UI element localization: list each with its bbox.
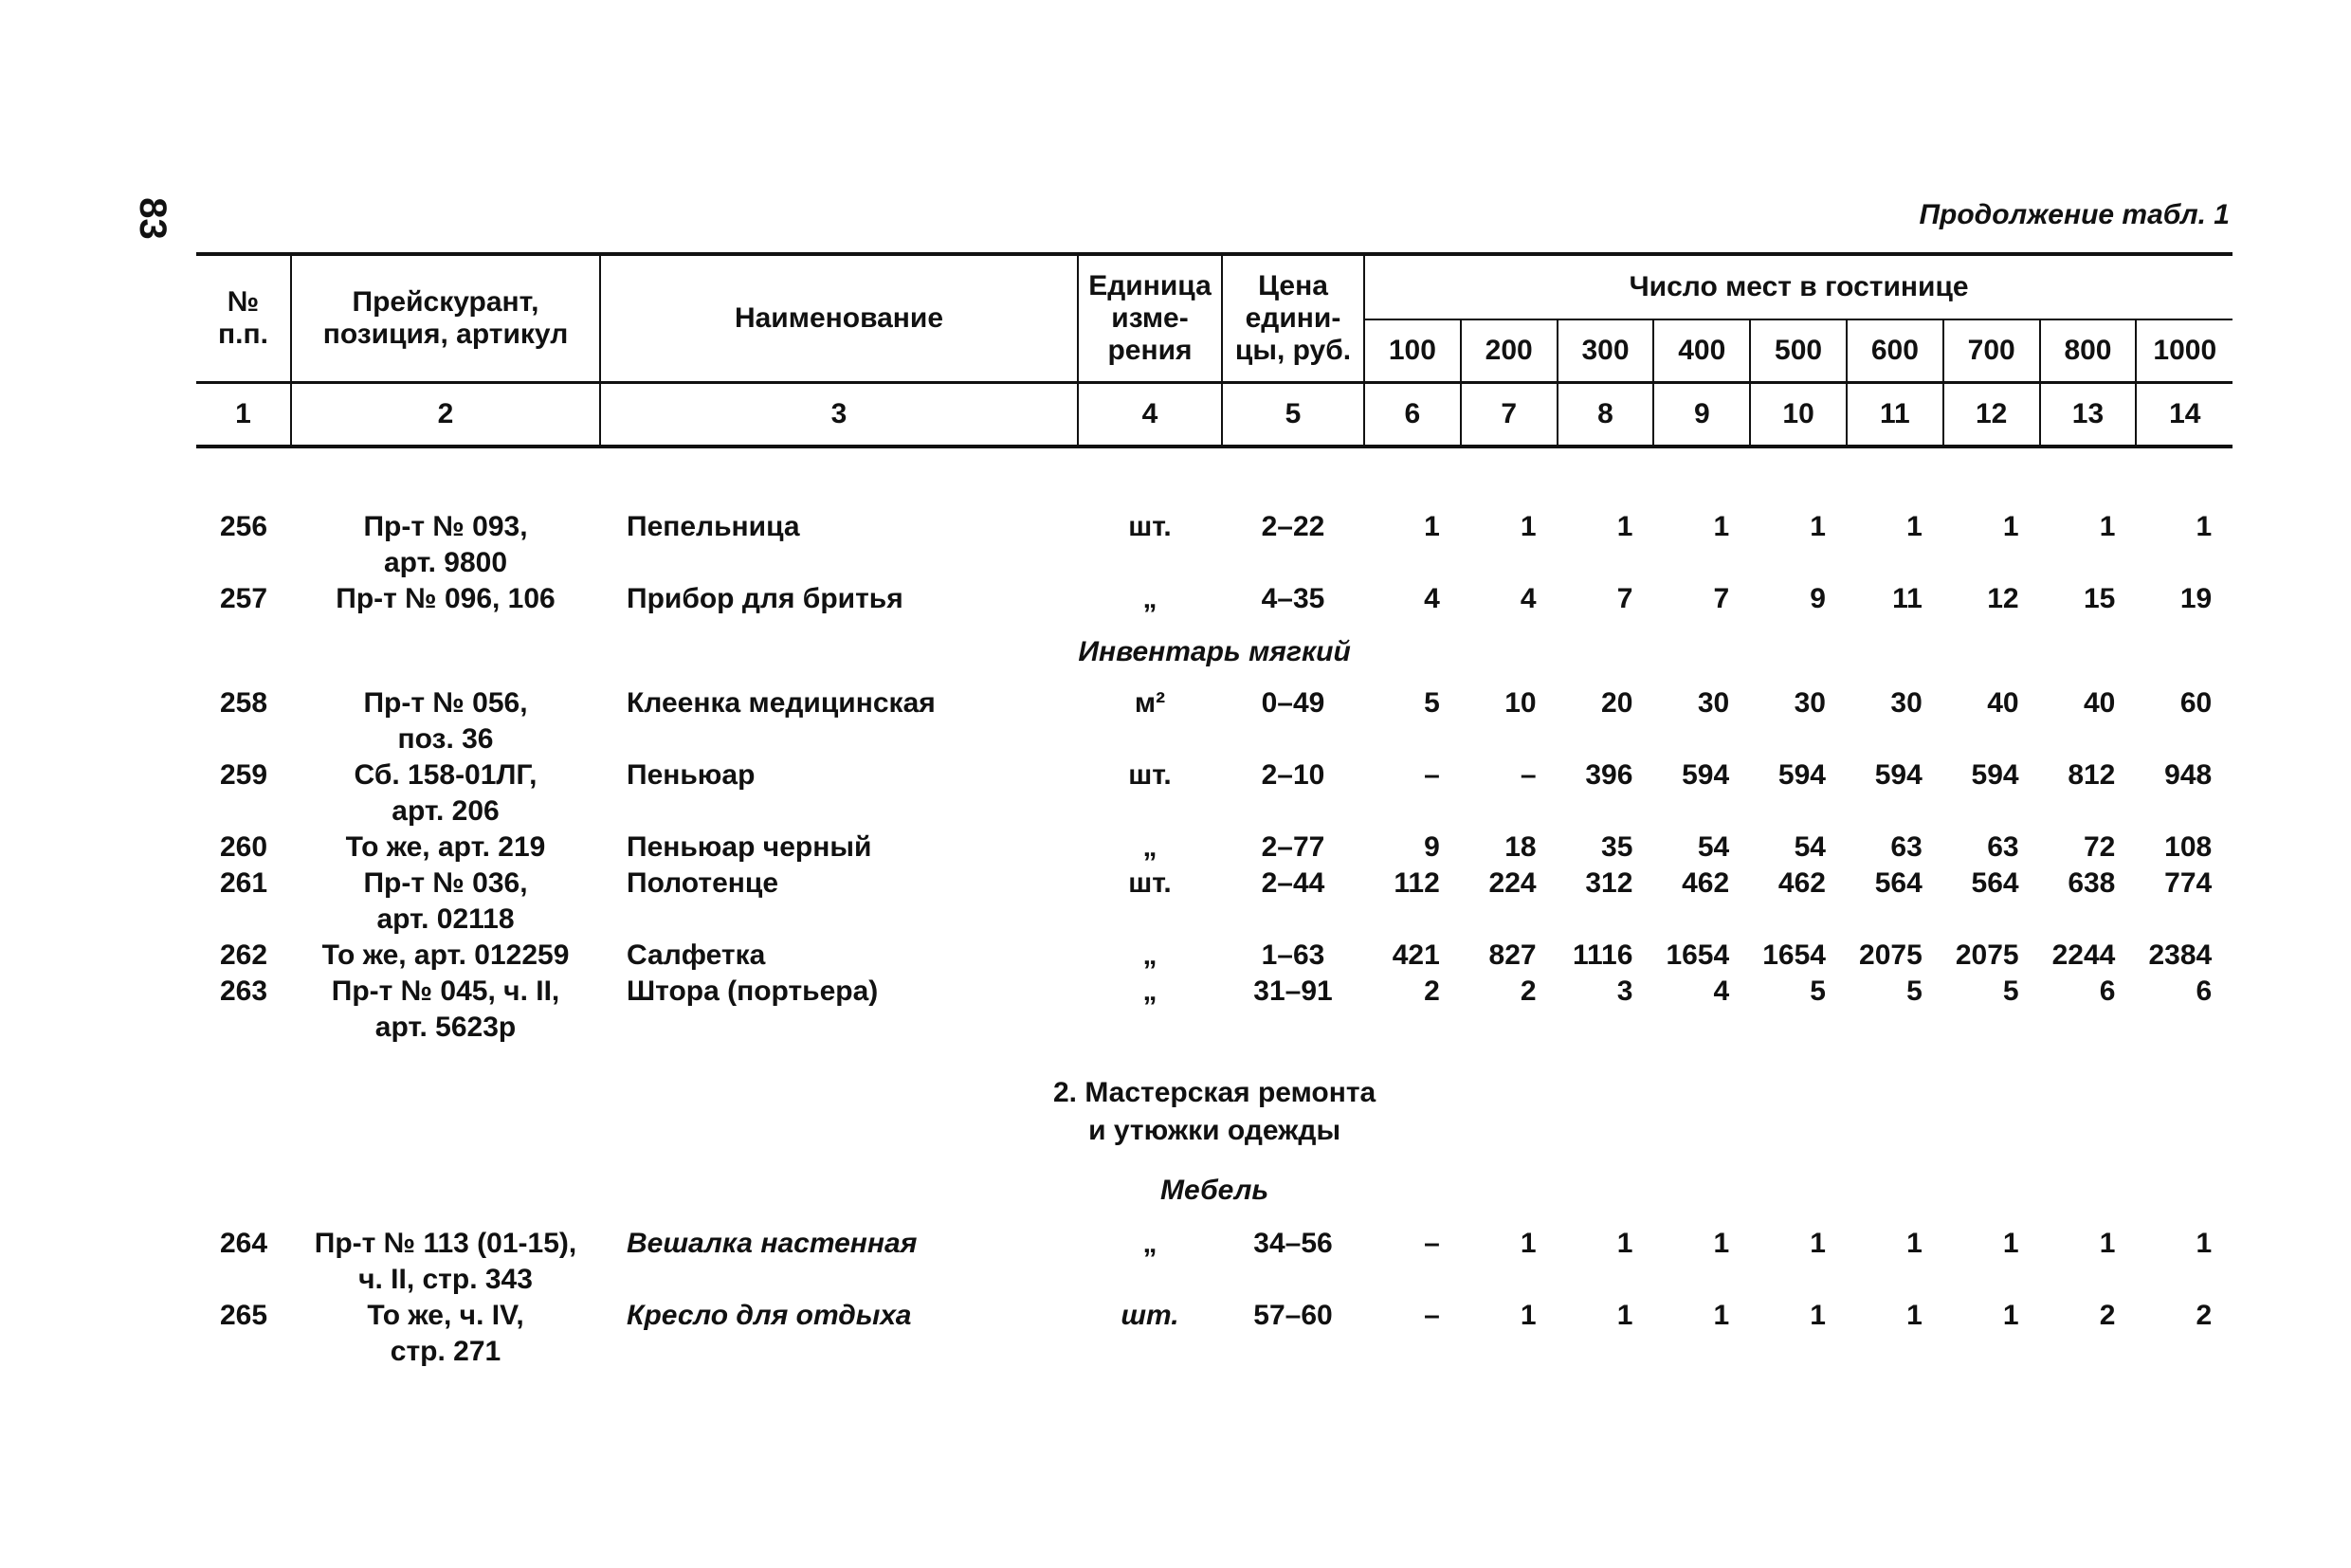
pricelist-line: Пр-т № 045, ч. II, xyxy=(331,975,560,1007)
row-number: 264 xyxy=(219,1228,268,1259)
column-number: 1 xyxy=(196,383,291,447)
section-workshop-line: 2. Мастерская ремонта xyxy=(1052,1077,1376,1108)
row-quantity: 1 xyxy=(2002,511,2019,542)
header-capacity-group: Число мест в гостинице xyxy=(1364,254,2233,319)
pricelist-line: арт. 5623р xyxy=(374,1012,517,1043)
pricelist-line: Пр-т № 036, xyxy=(363,867,528,899)
header-unit-label: Единица изме-рения xyxy=(1088,270,1212,366)
table-row xyxy=(196,1298,2233,1370)
row-quantity: 1 xyxy=(2002,1228,2019,1259)
row-quantity: 60 xyxy=(2179,687,2213,719)
row-quantity: 18 xyxy=(1504,831,1537,863)
row-name: Пепельница xyxy=(627,511,800,542)
row-quantity: 2 xyxy=(2196,1300,2213,1331)
row-number: 257 xyxy=(219,583,268,614)
row-quantity: 112 xyxy=(1394,867,1440,899)
column-number-row xyxy=(196,383,2233,447)
row-quantity: 5 xyxy=(1906,975,1923,1007)
row-quantity: 1 xyxy=(1616,1228,1633,1259)
row-price: 2–44 xyxy=(1261,867,1325,899)
row-unit: „ xyxy=(1142,939,1157,971)
row-pricelist xyxy=(291,757,600,830)
row-quantity: 1 xyxy=(1713,1228,1730,1259)
column-number: 8 xyxy=(1558,383,1654,447)
row-quantity: 2384 xyxy=(2148,939,2213,971)
section-workshop xyxy=(196,1046,2233,1161)
row-quantity: 594 xyxy=(1874,759,1923,791)
row-quantity: 1 xyxy=(1810,1300,1826,1331)
row-quantity: 54 xyxy=(1794,831,1826,863)
row-quantity: 638 xyxy=(2068,867,2116,899)
header-price xyxy=(1222,254,1364,383)
row-name: Кресло для отдыха xyxy=(627,1300,912,1331)
pricelist-line: ч. II, стр. 343 xyxy=(358,1264,533,1295)
table-row xyxy=(196,866,2233,938)
row-price: 2–10 xyxy=(1261,759,1325,791)
header-pricelist xyxy=(291,254,600,383)
row-quantity: 11 xyxy=(1892,583,1923,614)
row-quantity: 7 xyxy=(1713,583,1730,614)
pricelist-line: Пр-т № 113 (01-15), xyxy=(314,1228,577,1259)
row-price: 57–60 xyxy=(1253,1300,1333,1331)
row-quantity: 462 xyxy=(1777,867,1826,899)
row-pricelist xyxy=(291,1298,600,1370)
row-quantity: 1 xyxy=(1520,1300,1537,1331)
section-soft-inventory: Инвентарь мягкий xyxy=(1078,636,1351,667)
row-name: Вешалка настенная xyxy=(627,1228,918,1259)
row-unit: „ xyxy=(1142,975,1157,1007)
row-quantity: 1 xyxy=(1616,511,1633,542)
column-number: 13 xyxy=(2040,383,2137,447)
table-row xyxy=(196,685,2233,757)
capacity-cell: 100 xyxy=(1364,319,1461,383)
row-quantity: 1 xyxy=(1906,1300,1923,1331)
row-quantity: 1 xyxy=(1520,1228,1537,1259)
row-quantity: 6 xyxy=(2196,975,2213,1007)
row-quantity: 774 xyxy=(2164,867,2213,899)
row-quantity: 72 xyxy=(2084,831,2116,863)
row-pricelist xyxy=(291,509,600,581)
row-quantity: 1 xyxy=(1906,511,1923,542)
section-furniture: Мебель xyxy=(1160,1175,1269,1206)
row-quantity: – xyxy=(1520,759,1537,791)
header-pricelist-label: Прейскурант, позиция, артикул xyxy=(322,286,569,350)
table-row xyxy=(196,509,2233,581)
row-quantity: 40 xyxy=(2084,687,2116,719)
table-body xyxy=(196,447,2233,1370)
pricelist-line: То же, арт. 219 xyxy=(345,831,546,863)
row-quantity: 2 xyxy=(1520,975,1537,1007)
row-name: Прибор для бритья xyxy=(627,583,903,614)
column-number: 2 xyxy=(291,383,600,447)
capacity-cell: 1000 xyxy=(2136,319,2233,383)
capacity-cell: 200 xyxy=(1461,319,1558,383)
row-quantity: 35 xyxy=(1601,831,1633,863)
capacity-cell: 300 xyxy=(1558,319,1654,383)
pricelist-line: Пр-т № 056, xyxy=(363,687,528,719)
row-name: Клеенка медицинская xyxy=(627,687,936,719)
row-quantity: 1 xyxy=(1616,1300,1633,1331)
row-pricelist xyxy=(291,866,600,938)
table-header xyxy=(196,254,2233,447)
row-pricelist xyxy=(291,830,600,866)
row-quantity: 1654 xyxy=(1666,939,1730,971)
table-row xyxy=(196,938,2233,974)
column-number: 5 xyxy=(1222,383,1364,447)
pricelist-line: То же, ч. IV, xyxy=(367,1300,524,1331)
row-quantity: 1 xyxy=(2196,511,2213,542)
row-unit: шт. xyxy=(1121,1300,1179,1331)
row-name: Пеньюар xyxy=(627,759,756,791)
row-quantity: 5 xyxy=(1810,975,1826,1007)
row-quantity: 1654 xyxy=(1762,939,1826,971)
row-quantity: 30 xyxy=(1697,687,1730,719)
row-pricelist xyxy=(291,938,600,974)
pricelist-line: Пр-т № 093, xyxy=(363,511,528,542)
header-price-label: Цена едини-цы, руб. xyxy=(1234,270,1352,366)
row-quantity: 19 xyxy=(2179,583,2213,614)
row-price: 2–22 xyxy=(1261,511,1325,542)
pricelist-line: То же, арт. 012259 xyxy=(321,939,570,971)
row-price: 31–91 xyxy=(1253,975,1333,1007)
row-number: 262 xyxy=(219,939,268,971)
row-quantity: 1 xyxy=(1906,1228,1923,1259)
row-quantity: 812 xyxy=(2068,759,2116,791)
row-quantity: 4 xyxy=(1424,583,1440,614)
table-row xyxy=(196,581,2233,617)
row-quantity: 9 xyxy=(1810,583,1826,614)
row-quantity: 1 xyxy=(2099,511,2116,542)
row-quantity: 421 xyxy=(1392,939,1440,971)
header-name xyxy=(600,254,1078,383)
row-unit: м² xyxy=(1134,687,1166,719)
table-row xyxy=(196,974,2233,1046)
row-name: Штора (портьера) xyxy=(627,975,879,1007)
pricelist-line: арт. 02118 xyxy=(376,903,515,935)
row-quantity: 396 xyxy=(1585,759,1633,791)
row-quantity: 63 xyxy=(1987,831,2019,863)
row-quantity: 312 xyxy=(1585,867,1633,899)
row-quantity: 7 xyxy=(1616,583,1633,614)
row-unit: шт. xyxy=(1128,759,1172,791)
row-number: 259 xyxy=(219,759,268,791)
row-unit: „ xyxy=(1142,831,1157,863)
row-quantity: 1116 xyxy=(1572,939,1633,971)
row-price: 2–77 xyxy=(1261,831,1325,863)
column-number: 9 xyxy=(1653,383,1750,447)
row-number: 258 xyxy=(219,687,268,719)
row-quantity: 2 xyxy=(2099,1300,2116,1331)
row-quantity: – xyxy=(1424,1300,1440,1331)
capacity-cell: 700 xyxy=(1943,319,2040,383)
column-number: 3 xyxy=(600,383,1078,447)
capacity-cell: 400 xyxy=(1653,319,1750,383)
items-table xyxy=(196,252,2233,1370)
row-price: 1–63 xyxy=(1261,939,1325,971)
row-quantity: 1 xyxy=(2196,1228,2213,1259)
column-number: 14 xyxy=(2136,383,2233,447)
row-quantity: 2075 xyxy=(1955,939,2019,971)
row-quantity: 1 xyxy=(2002,1300,2019,1331)
column-number: 12 xyxy=(1943,383,2040,447)
row-quantity: 2244 xyxy=(2051,939,2116,971)
table-row xyxy=(196,1226,2233,1298)
table-row xyxy=(196,757,2233,830)
column-number: 10 xyxy=(1750,383,1847,447)
row-quantity: 1 xyxy=(1810,511,1826,542)
row-quantity: – xyxy=(1424,1228,1440,1259)
row-pricelist xyxy=(291,974,600,1046)
pricelist-line: арт. 206 xyxy=(392,795,500,827)
row-name: Полотенце xyxy=(627,867,779,899)
row-quantity: 594 xyxy=(1682,759,1730,791)
row-quantity: 30 xyxy=(1890,687,1923,719)
capacity-cell: 600 xyxy=(1847,319,1943,383)
row-quantity: 5 xyxy=(1424,687,1440,719)
row-quantity: 10 xyxy=(1504,687,1537,719)
row-price: 34–56 xyxy=(1253,1228,1333,1259)
row-unit: „ xyxy=(1142,1228,1157,1259)
column-number: 7 xyxy=(1461,383,1558,447)
row-number: 265 xyxy=(219,1300,268,1331)
pricelist-line: Сб. 158-01ЛГ, xyxy=(354,759,538,791)
page-number: 83 xyxy=(131,197,173,240)
row-unit: „ xyxy=(1142,583,1157,614)
header-name-label: Наименование xyxy=(734,302,944,334)
row-quantity: 1 xyxy=(1520,511,1537,542)
row-pricelist xyxy=(291,685,600,757)
row-quantity: 827 xyxy=(1488,939,1537,971)
pricelist-line: стр. 271 xyxy=(390,1336,501,1367)
row-quantity: 1 xyxy=(1424,511,1440,542)
row-quantity: 1 xyxy=(1713,511,1730,542)
section-workshop-line: и утюжки одежды xyxy=(1088,1115,1341,1146)
row-quantity: 1 xyxy=(1713,1300,1730,1331)
row-quantity: 20 xyxy=(1601,687,1633,719)
capacity-cell: 800 xyxy=(2040,319,2137,383)
row-quantity: 2 xyxy=(1424,975,1440,1007)
row-quantity: 462 xyxy=(1682,867,1730,899)
column-number: 6 xyxy=(1364,383,1461,447)
row-price: 0–49 xyxy=(1261,687,1325,719)
row-quantity: 63 xyxy=(1890,831,1923,863)
row-pricelist xyxy=(291,581,600,617)
row-number: 263 xyxy=(219,975,268,1007)
row-quantity: 4 xyxy=(1520,583,1537,614)
header-num-label: № п.п. xyxy=(218,286,268,350)
row-quantity: 3 xyxy=(1616,975,1633,1007)
row-number: 256 xyxy=(219,511,268,542)
header-num xyxy=(196,254,291,383)
row-price: 4–35 xyxy=(1261,583,1325,614)
row-quantity: 564 xyxy=(1971,867,2019,899)
row-pricelist xyxy=(291,1226,600,1298)
row-quantity: 54 xyxy=(1697,831,1730,863)
row-number: 260 xyxy=(219,831,268,863)
pricelist-line: Пр-т № 096, 106 xyxy=(336,583,556,614)
row-quantity: 564 xyxy=(1874,867,1923,899)
pricelist-line: поз. 36 xyxy=(397,723,494,755)
row-unit: шт. xyxy=(1128,511,1172,542)
row-number: 261 xyxy=(219,867,268,899)
row-name: Салфетка xyxy=(627,939,766,971)
table-row xyxy=(196,830,2233,866)
row-quantity: 40 xyxy=(1987,687,2019,719)
row-quantity: 6 xyxy=(2099,975,2116,1007)
table-caption: Продолжение табл. 1 xyxy=(1919,199,2230,230)
row-quantity: 594 xyxy=(1971,759,2019,791)
row-quantity: 9 xyxy=(1424,831,1440,863)
row-quantity: 108 xyxy=(2164,831,2213,863)
row-quantity: 594 xyxy=(1777,759,1826,791)
row-quantity: 1 xyxy=(2099,1228,2116,1259)
row-quantity: 2075 xyxy=(1859,939,1923,971)
column-number: 11 xyxy=(1847,383,1943,447)
row-quantity: 948 xyxy=(2164,759,2213,791)
header-unit xyxy=(1078,254,1222,383)
row-unit: шт. xyxy=(1128,867,1172,899)
row-quantity: 15 xyxy=(2084,583,2116,614)
row-quantity: 4 xyxy=(1713,975,1730,1007)
row-quantity: – xyxy=(1424,759,1440,791)
column-number: 4 xyxy=(1078,383,1222,447)
row-quantity: 1 xyxy=(1810,1228,1826,1259)
row-quantity: 30 xyxy=(1794,687,1826,719)
row-quantity: 12 xyxy=(1987,583,2019,614)
pricelist-line: арт. 9800 xyxy=(383,547,508,578)
row-name: Пеньюар черный xyxy=(627,831,872,863)
row-quantity: 224 xyxy=(1488,867,1537,899)
capacity-cell: 500 xyxy=(1750,319,1847,383)
row-quantity: 5 xyxy=(2002,975,2019,1007)
